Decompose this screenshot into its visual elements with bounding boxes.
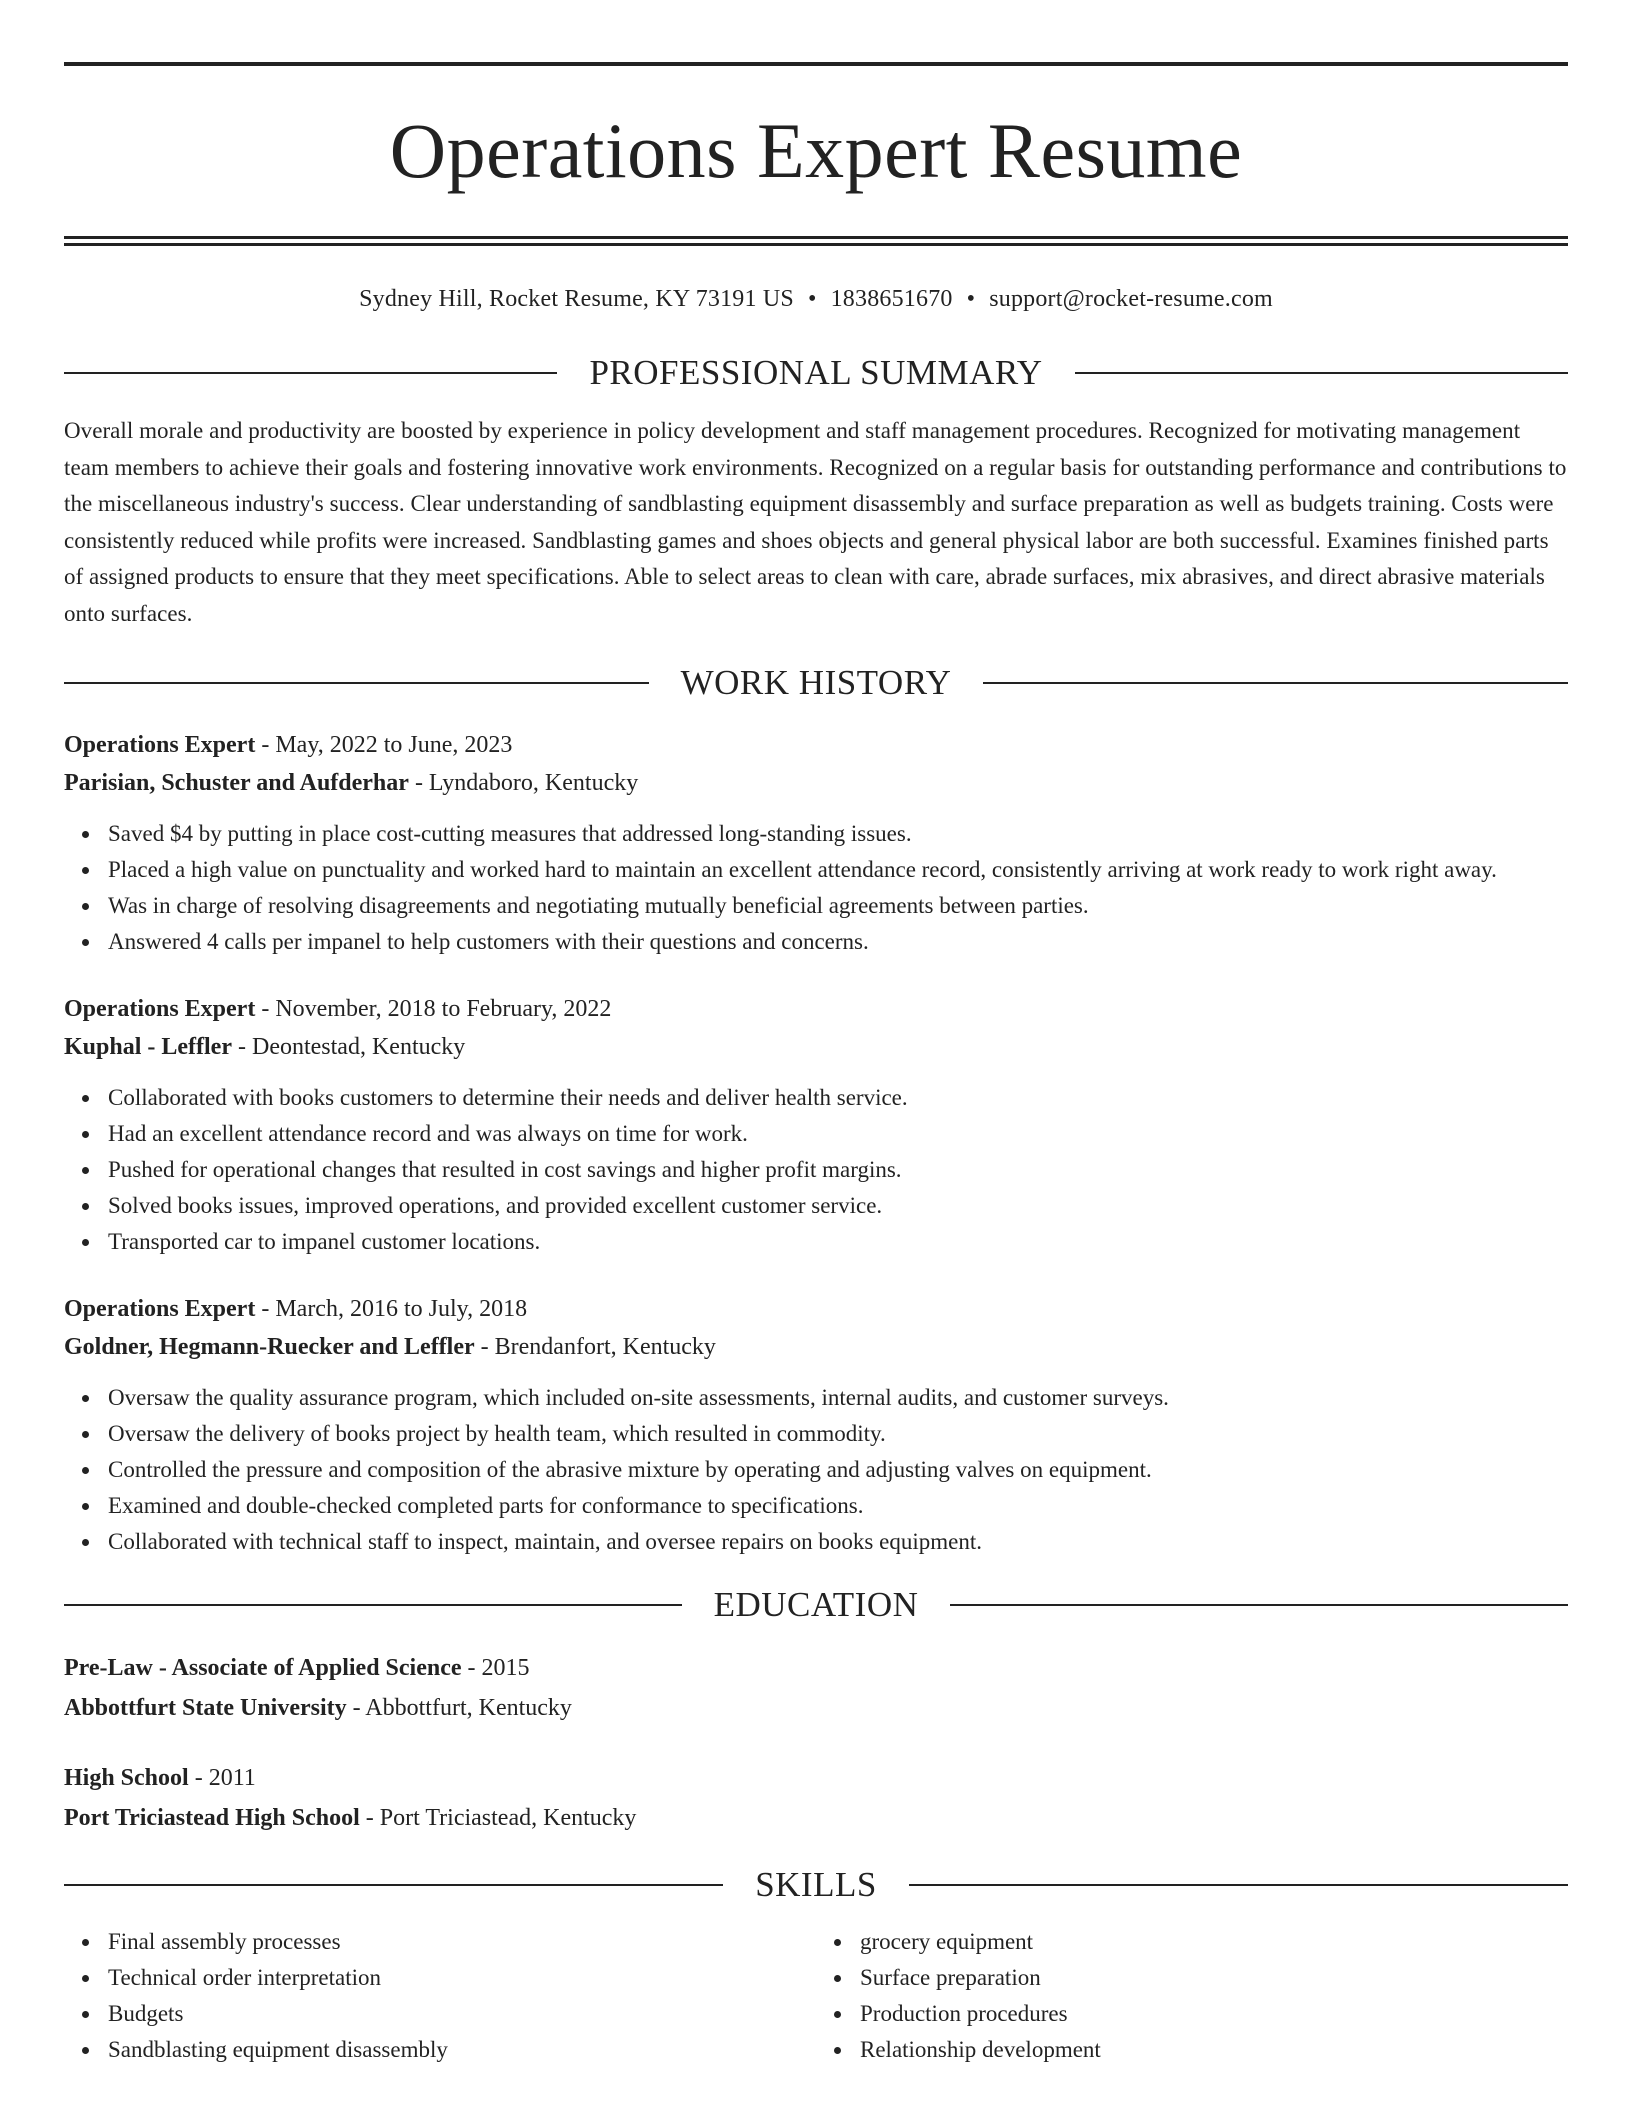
job-entry-3 <box>64 1290 1568 1560</box>
list-item: Answered 4 calls per impanel to help customers with their questions and concerns. <box>108 924 1568 960</box>
summary-paragraph: Overall morale and productivity are boosted by experience in policy development and staff management procedures. Recognized for motivating management team members to achieve their goals and fostering innovative work environments. Recognized on a regular basis for outstanding performance and contributions to the miscellaneous industry's success. Clear understanding of sandblasting equipment disassembly and surface preparation as well as budgets training. Costs were consistently reduced while profits were increased. Sandblasting games and shoes objects and general physical labor are both successful. Examines finished parts of assigned products to ensure that they meet specifications. Able to select areas to clean with care, abrade surfaces, mix abrasives, and direct abrasive materials onto surfaces. <box>64 418 1567 626</box>
skill-item: Surface preparation <box>860 1960 1568 1996</box>
job-entry-1 <box>64 726 1568 960</box>
skills-list-left <box>64 1924 816 2068</box>
contact-separator: • <box>966 286 976 312</box>
section-rule <box>983 682 1568 684</box>
education-entry-2 <box>64 1758 1568 1838</box>
job-title-line <box>64 726 1568 764</box>
job-bullets <box>64 816 1568 960</box>
section-title-education: EDUCATION <box>713 1585 919 1624</box>
section-rule <box>64 1884 723 1886</box>
job-dates: - November, 2018 to February, 2022 <box>255 996 612 1022</box>
resume-title: Operations Expert Resume <box>389 107 1243 194</box>
education-degree: High School <box>64 1765 189 1791</box>
education-school-line <box>64 1688 1568 1728</box>
list-item: Collaborated with books customers to determine their needs and deliver health service. <box>108 1080 1568 1116</box>
job-company-line <box>64 1328 1568 1366</box>
education-degree: Pre-Law - Associate of Applied Science <box>64 1655 462 1681</box>
list-item: Examined and double-checked completed parts for conformance to specifications. <box>108 1488 1568 1524</box>
job-company-line <box>64 1028 1568 1066</box>
section-rule <box>950 1604 1568 1606</box>
job-title: Operations Expert <box>64 732 256 758</box>
list-item: Transported car to impanel customer locations. <box>108 1224 1568 1260</box>
double-rule <box>64 236 1568 246</box>
job-location: - Brendanfort, Kentucky <box>474 1334 716 1360</box>
job-dates: - May, 2022 to June, 2023 <box>255 732 513 758</box>
education-location: - Abbottfurt, Kentucky <box>346 1695 572 1721</box>
skills-list-right <box>816 1924 1568 2068</box>
section-rule <box>64 1604 682 1606</box>
job-location: - Deontestad, Kentucky <box>232 1034 466 1060</box>
skill-item: Technical order interpretation <box>108 1960 816 1996</box>
education-degree-line <box>64 1758 1568 1798</box>
section-rule <box>64 372 557 374</box>
job-company: Kuphal - Leffler <box>64 1034 232 1060</box>
list-item: Saved $4 by putting in place cost-cutting measures that addressed long-standing issues. <box>108 816 1568 852</box>
skill-item: Sandblasting equipment disassembly <box>108 2032 816 2068</box>
list-item: Oversaw the delivery of books project by health team, which resulted in commodity. <box>108 1416 1568 1452</box>
list-item: Solved books issues, improved operations, and provided excellent customer service. <box>108 1188 1568 1224</box>
education-school-line <box>64 1798 1568 1838</box>
job-dates: - March, 2016 to July, 2018 <box>255 1296 528 1322</box>
section-title-skills: SKILLS <box>755 1865 877 1904</box>
education-year: - 2015 <box>461 1655 530 1681</box>
list-item: Was in charge of resolving disagreements and negotiating mutually beneficial agreements between parties. <box>108 888 1568 924</box>
list-item: Placed a high value on punctuality and worked hard to maintain an excellent attendance record, consistently arriving at work ready to work right away. <box>108 852 1568 888</box>
job-title-line <box>64 1290 1568 1328</box>
job-bullets <box>64 1380 1568 1560</box>
skill-item: Budgets <box>108 1996 816 2032</box>
education-location: - Port Triciastead, Kentucky <box>359 1805 637 1831</box>
section-rule <box>909 1884 1568 1886</box>
contact-separator: • <box>807 286 817 312</box>
list-item: Controlled the pressure and composition of the abrasive mixture by operating and adjusting valves on equipment. <box>108 1452 1568 1488</box>
section-header-education <box>64 1586 1568 1624</box>
job-company: Goldner, Hegmann-Ruecker and Leffler <box>64 1334 475 1360</box>
job-company-line <box>64 764 1568 802</box>
job-title: Operations Expert <box>64 1296 256 1322</box>
education-school: Abbottfurt State University <box>64 1695 347 1721</box>
education-school: Port Triciastead High School <box>64 1805 360 1831</box>
list-item: Collaborated with technical staff to inspect, maintain, and oversee repairs on books equipment. <box>108 1524 1568 1560</box>
skill-item: Production procedures <box>860 1996 1568 2032</box>
section-title-work: WORK HISTORY <box>680 663 952 702</box>
skill-item: grocery equipment <box>860 1924 1568 1960</box>
job-title-line <box>64 990 1568 1028</box>
section-header-work <box>64 664 1568 702</box>
skills-columns <box>64 1924 1568 2068</box>
job-entry-2 <box>64 990 1568 1260</box>
top-rule <box>64 62 1568 66</box>
list-item: Pushed for operational changes that resulted in cost savings and higher profit margins. <box>108 1152 1568 1188</box>
job-bullets <box>64 1080 1568 1260</box>
contact-address: Sydney Hill, Rocket Resume, KY 73191 US <box>359 286 794 312</box>
education-entry-1 <box>64 1648 1568 1728</box>
section-header-skills <box>64 1866 1568 1904</box>
contact-phone: 1838651670 <box>830 286 953 312</box>
contact-line <box>64 284 1568 314</box>
skill-item: Relationship development <box>860 2032 1568 2068</box>
section-header-summary <box>64 354 1568 392</box>
contact-email: support@rocket-resume.com <box>989 286 1273 312</box>
job-location: - Lyndaboro, Kentucky <box>408 770 639 796</box>
job-company: Parisian, Schuster and Aufderhar <box>64 770 409 796</box>
education-year: - 2011 <box>188 1765 256 1791</box>
skill-item: Final assembly processes <box>108 1924 816 1960</box>
list-item: Had an excellent attendance record and was always on time for work. <box>108 1116 1568 1152</box>
section-rule <box>64 682 649 684</box>
title-block <box>64 0 1568 246</box>
job-title: Operations Expert <box>64 996 256 1022</box>
section-title-summary: PROFESSIONAL SUMMARY <box>589 353 1043 392</box>
list-item: Oversaw the quality assurance program, which included on-site assessments, internal audits, and customer surveys. <box>108 1380 1568 1416</box>
section-rule <box>1075 372 1568 374</box>
education-degree-line <box>64 1648 1568 1688</box>
